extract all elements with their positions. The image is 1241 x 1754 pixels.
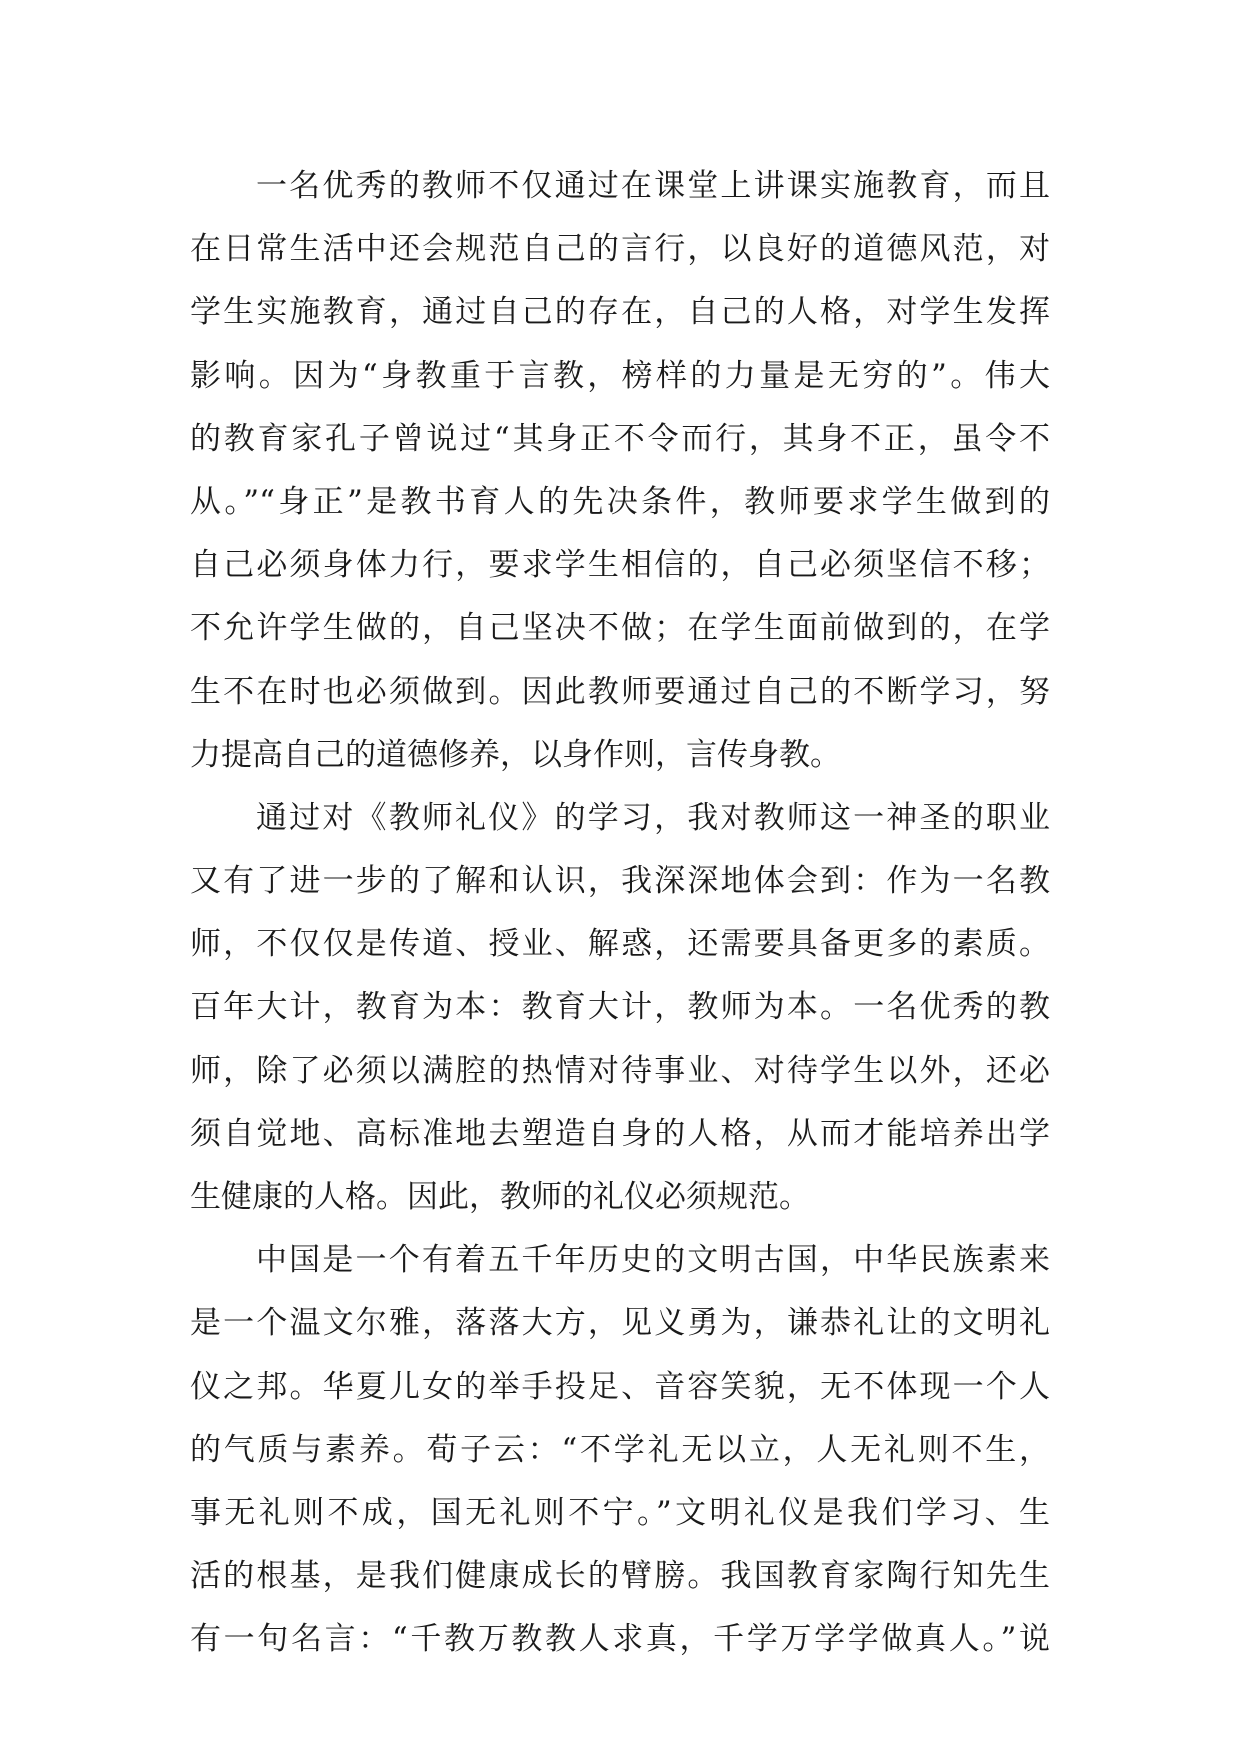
text-line: 在日常生活中还会规范自己的言行，以良好的道德风范，对 [190, 231, 1050, 268]
text-line: 一名优秀的教师不仅通过在课堂上讲课实施教育，而且 [256, 168, 1050, 204]
text-line: 通过对《教师礼仪》的学习，我对教师这一神圣的职业 [256, 799, 1050, 836]
text-line: 影响。因为“身教重于言教，榜样的力量是无穷的”。伟大 [190, 357, 1050, 394]
text-line: 又有了进一步的了解和认识，我深深地体会到：作为一名教 [190, 863, 1050, 900]
text-line: 师，不仅仅是传道、授业、解惑，还需要具备更多的素质。 [190, 926, 1050, 963]
text-line: 仪之邦。华夏儿女的举手投足、音容笑貌，无不体现一个人 [190, 1368, 1050, 1405]
text-line: 须自觉地、高标准地去塑造自身的人格，从而才能培养出学 [190, 1115, 1050, 1152]
text-line: 活的根基，是我们健康成长的臂膀。我国教育家陶行知先生 [190, 1558, 1050, 1595]
text-line: 百年大计，教育为本：教育大计，教师为本。一名优秀的教 [190, 989, 1050, 1026]
text-line: 的气质与素养。荀子云：“不学礼无以立，人无礼则不生， [190, 1431, 1050, 1468]
text-line: 从。”“身正”是教书育人的先决条件，教师要求学生做到的 [190, 483, 1050, 520]
text-line: 的教育家孔子曾说过“其身正不令而行，其身不正，虽令不 [190, 420, 1050, 457]
text-line: 学生实施教育，通过自己的存在，自己的人格，对学生发挥 [190, 294, 1050, 331]
body-text [190, 155, 1050, 1672]
text-line: 生不在时也必须做到。因此教师要通过自己的不断学习，努 [190, 673, 1050, 710]
text-line: 事无礼则不成，国无礼则不宁。”文明礼仪是我们学习、生 [190, 1494, 1050, 1531]
text-line: 师，除了必须以满腔的热情对待事业、对待学生以外，还必 [190, 1052, 1050, 1089]
text-line: 自己必须身体力行，要求学生相信的，自己必须坚信不移； [190, 547, 1050, 584]
text-line: 是一个温文尔雅，落落大方，见义勇为，谦恭礼让的文明礼 [190, 1305, 1050, 1342]
text-line: 生健康的人格。因此，教师的礼仪必须规范。 [190, 1179, 810, 1215]
text-line: 中国是一个有着五千年历史的文明古国，中华民族素来 [256, 1242, 1050, 1279]
text-line: 有一句名言：“千教万教教人求真，千学万学学做真人。”说 [190, 1621, 1050, 1658]
text-line: 力提高自己的道德修养，以身作则，言传身教。 [190, 736, 841, 773]
text-line: 不允许学生做的，自己坚决不做；在学生面前做到的，在学 [190, 610, 1050, 647]
